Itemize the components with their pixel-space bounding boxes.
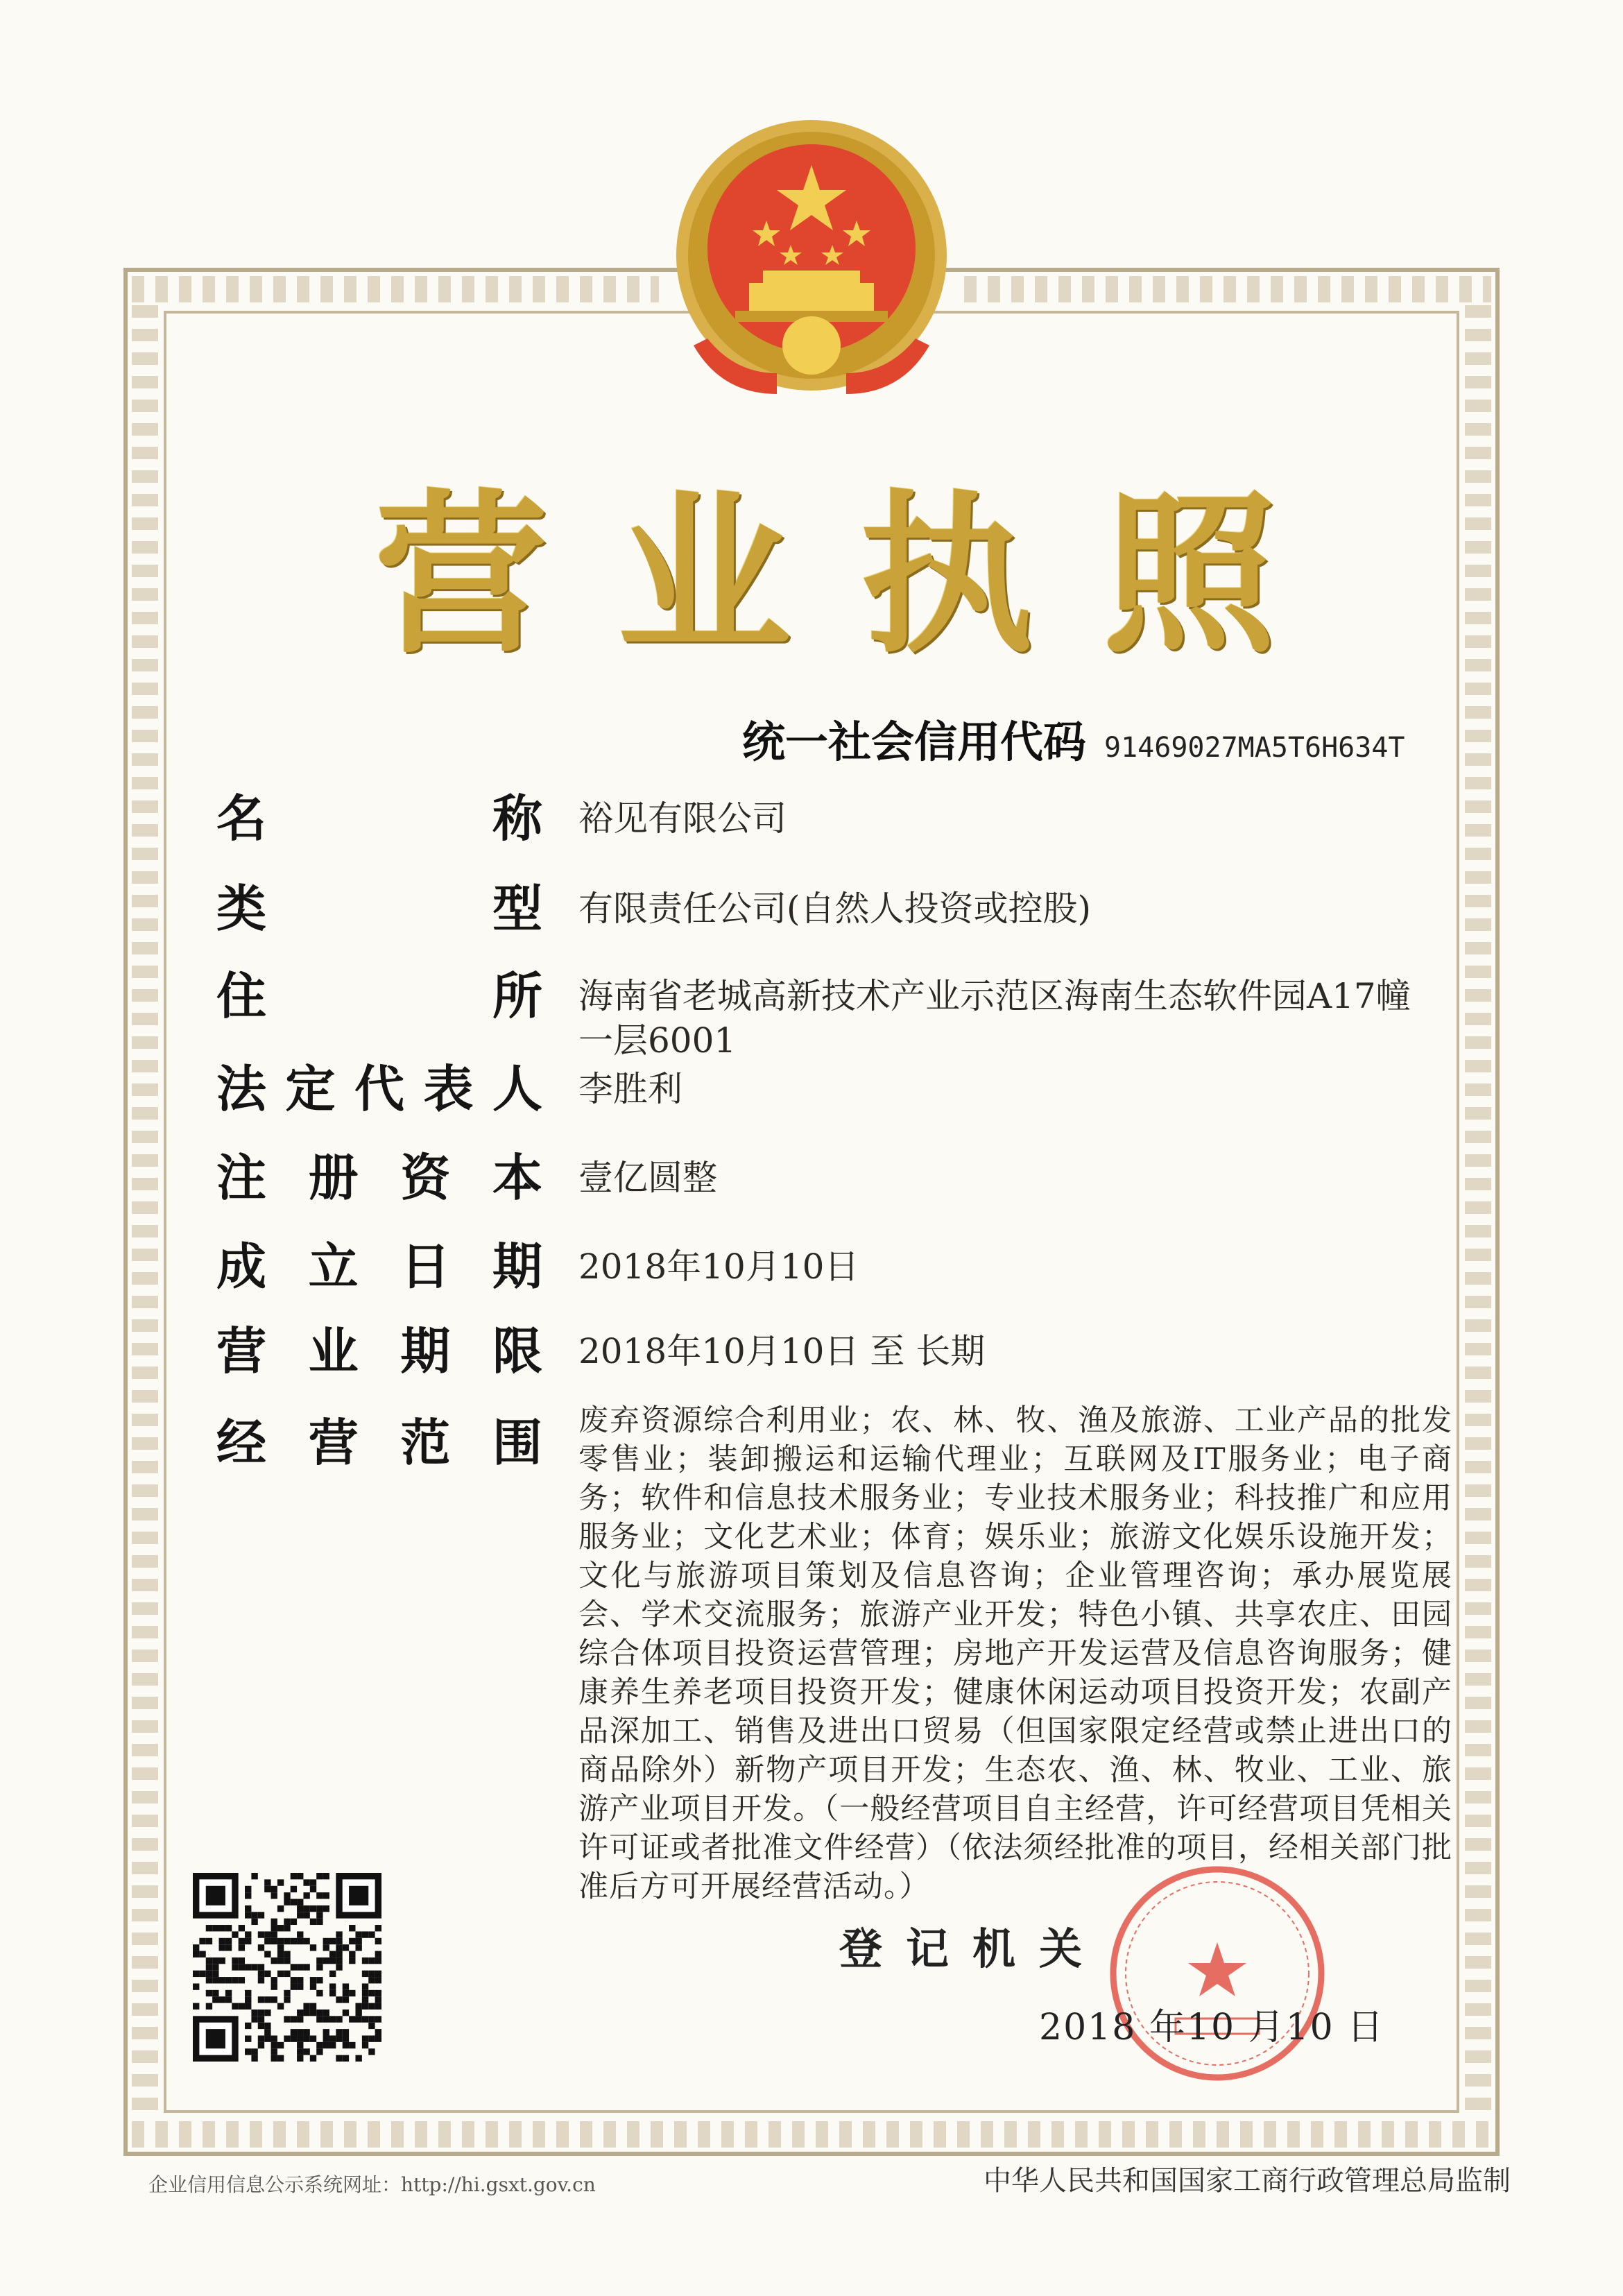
field-label [216,1323,542,1379]
label-char: 营 [308,1414,359,1472]
label-char: 代 [354,1060,404,1118]
field-label [216,968,542,1024]
field-value: 2018年10月10日 至 长期 [578,1331,986,1371]
label-char: 营 [216,1322,267,1380]
field-value: 壹亿圆整 [578,1158,717,1198]
label-char: 期 [492,1237,542,1296]
label-char: 经 [216,1414,267,1472]
label-char: 业 [308,1322,359,1380]
national-emblem-icon [666,117,957,408]
right-fret-band [1465,305,1491,2117]
field-label [216,791,542,846]
label-char: 定 [285,1060,336,1118]
label-char: 期 [400,1322,451,1380]
official-seal-icon [1103,1859,1332,2088]
label-char: 立 [308,1237,359,1296]
field-value: 海南省老城高新技术产业示范区海南生态软件园A17幢一层6001 [578,976,1411,1061]
label-char: 日 [400,1237,451,1296]
label-char: 型 [492,880,542,938]
label-char: 名 [216,789,267,848]
label-char: 围 [492,1414,542,1472]
label-char: 限 [492,1322,542,1380]
title-char: 业 [617,474,791,676]
field-label [216,1150,542,1206]
title-char: 照 [1103,474,1276,676]
business-scope-text: 废弃资源综合利用业；农、林、牧、渔及旅游、工业产品的批发零售业；装卸搬运和运输代理业；互联网及IT服务业；电子商务；软件和信息技术服务业；专业技术服务业；科技推广和应用服务业；文化艺术业；体育；娱乐业；旅游文化娱乐设施开发；文化与旅游项目策划及信息咨询；企业管理咨询；承办展览展会、学术交流服务；旅游产业开发；特色小镇、共享农庄、田园综合体项目投资运营管理；房地产开发运营及信息咨询服务；健康养生养老项目投资开发；健康休闲运动项目投资开发；农副产品深加工、销售及进出口贸易（但国家限定经营或禁止进出口的商品除外）新物产项目开发；生态农、渔、林、牧业、工业、旅游产业项目开发。（一般经营项目自主经营，许可经营项目凭相关许可证或者批准文件经营）（依法须经批准的项目，经相关部门批准后方可开展经营活动。） [578,1403,1452,1904]
label-char: 法 [216,1060,267,1118]
field-label [216,1239,542,1294]
title-char: 营 [375,474,548,676]
field-value: 2018年10月10日 [578,1246,859,1287]
field-label [216,1415,542,1471]
footer-website: 企业信用信息公示系统网址：http://hi.gsxt.gov.cn [148,2173,596,2196]
label-char: 资 [400,1149,451,1207]
left-fret-band [132,305,158,2117]
bottom-fret-band [132,2121,1491,2148]
label-char: 注 [216,1149,267,1207]
license-title [375,472,1276,680]
label-char: 册 [308,1149,359,1207]
uscc-label: 统一社会信用代码 [742,717,1087,767]
title-char: 执 [860,474,1033,676]
label-char: 人 [492,1060,542,1118]
field-label [216,1061,542,1117]
label-char: 表 [423,1060,474,1118]
uscc-value: 91469027MA5T6H634T [1104,732,1405,764]
top-fret-band-right [964,276,1491,302]
qr-code-icon[interactable] [193,1873,381,2062]
label-char: 范 [400,1414,451,1472]
label-char: 所 [492,967,542,1025]
label-char: 成 [216,1237,267,1296]
field-value: 裕见有限公司 [578,798,787,839]
footer-supervisor: 中华人民共和国国家工商行政管理总局监制 [984,2165,1511,2197]
label-char: 称 [492,789,542,848]
registration-date: 2018 年10 月10 日 [1039,2007,1385,2048]
registration-authority-label: 登记机关 [839,1924,1106,1974]
label-char: 住 [216,967,267,1025]
field-label [216,881,542,936]
label-char: 类 [216,880,267,938]
uscc-row [742,708,1405,767]
label-char: 本 [492,1149,542,1207]
top-fret-band-left [132,276,659,302]
field-value: 李胜利 [578,1069,682,1109]
field-value: 有限责任公司(自然人投资或控股) [578,889,1092,929]
